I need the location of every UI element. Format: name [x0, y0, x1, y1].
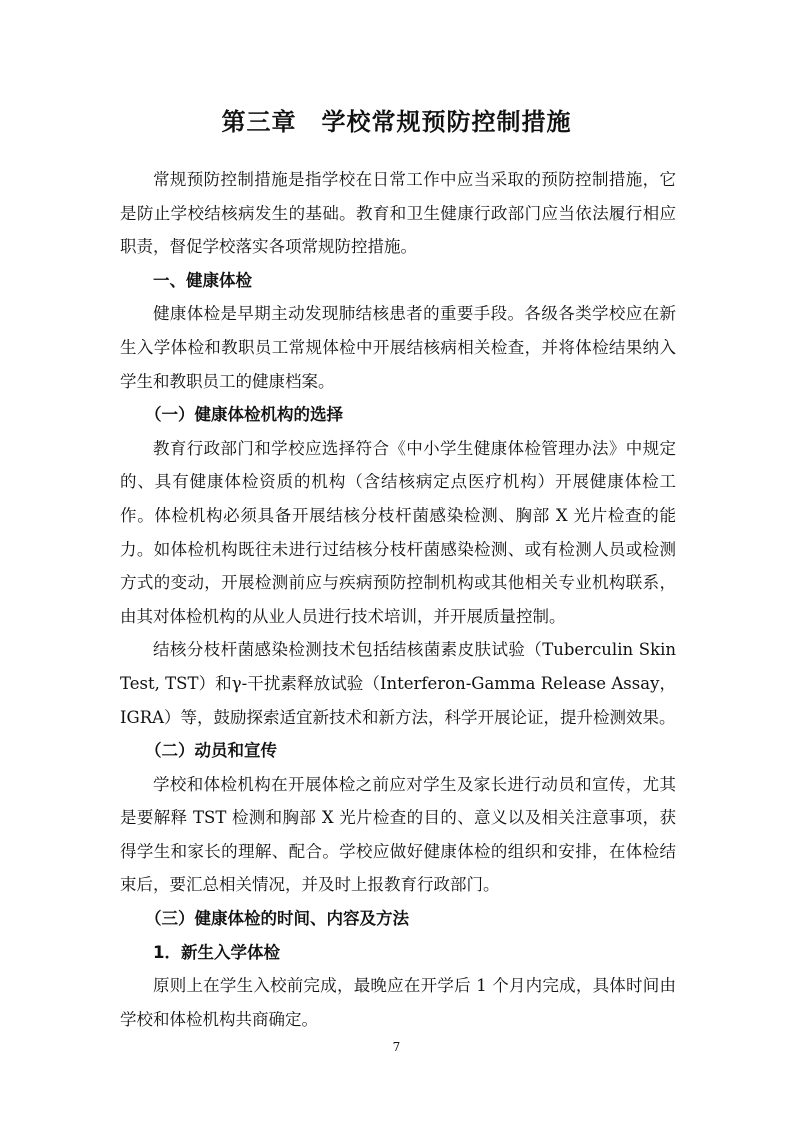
subsection-heading-timing-content: （三）健康体检的时间、内容及方法 — [145, 909, 409, 929]
page-number: 7 — [392, 1040, 401, 1054]
document-body — [120, 163, 676, 1036]
paragraph-detection-technology: 结核分枝杆菌感染检测技术包括结核菌素皮肤试验（Tuberculin Skin Test, TST）和γ-干扰素释放试验（Interferon-Gamma Release Assay，IGRA）等，鼓励探索适宜新技术和新方法，科学开展论证，提升检测效果。 — [120, 640, 676, 727]
intro-paragraph: 常规预防控制措施是指学校在日常工作中应当采取的预防控制措施，它是防止学校结核病发生的基础。教育和卫生健康行政部门应当依法履行相应职责，督促学校落实各项常规防控措施。 — [120, 170, 676, 257]
paragraph-new-student-check: 原则上在学生入校前完成，最晚应在开学后 1 个月内完成，具体时间由学校和体检机构共商确定。 — [120, 976, 676, 1029]
subsection-heading-mobilization: （二）动员和宣传 — [145, 741, 277, 761]
section-heading-health-check: 一、健康体检 — [153, 270, 252, 290]
item-heading-new-student-check: 1．新生入学体检 — [153, 942, 280, 962]
chapter-title: 第三章 学校常规预防控制措施 — [221, 108, 572, 136]
section-paragraph-health-check: 健康体检是早期主动发现肺结核患者的重要手段。各级各类学校应在新生入学体检和教职员工常规体检中开展结核病相关检查，并将体检结果纳入学生和教职员工的健康档案。 — [120, 304, 676, 391]
paragraph-mobilization: 学校和体检机构在开展体检之前应对学生及家长进行动员和宣传，尤其是要解释 TST 检测和胸部 X 光片检查的目的、意义以及相关注意事项，获得学生和家长的理解、配合。学校应做好健康体检的组织和安排，在体检结束后，要汇总相关情况，并及时上报教育行政部门。 — [120, 774, 676, 895]
subsection-heading-institution-selection: （一）健康体检机构的选择 — [145, 405, 343, 425]
paragraph-institution-selection: 教育行政部门和学校应选择符合《中小学生健康体检管理办法》中规定的、具有健康体检资质的机构（含结核病定点医疗机构）开展健康体检工作。体检机构必须具备开展结核分枝杆菌感染检测、胸部 X 光片检查的能力。如体检机构既往未进行过结核分枝杆菌感染检测、或有检测人员或检测方式的变动，开展检测前应与疾病预防控制机构或其他相关专业机构联系，由其对体检机构的从业人员进行技术培训，并开展质量控制。 — [120, 438, 676, 626]
